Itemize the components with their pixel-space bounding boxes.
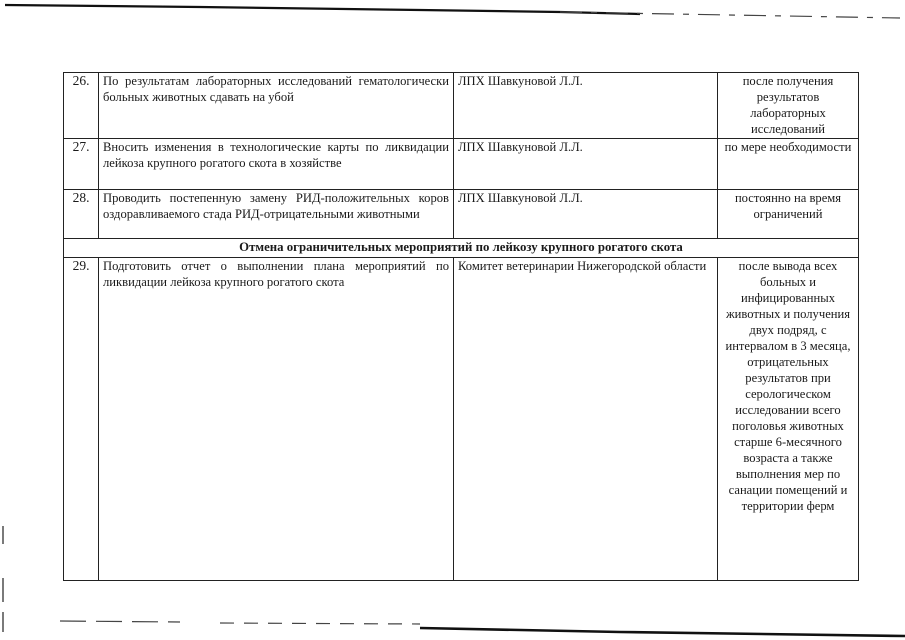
table-row <box>64 257 859 580</box>
table-row <box>64 138 859 189</box>
executor-cell: ЛПХ Шавкуновой Л.Л. <box>454 138 718 189</box>
scan-edge-top <box>0 0 905 20</box>
task-cell: Подготовить отчет о выполнении плана мероприятий по ликвидации лейкоза крупного рогатого скота <box>99 257 454 580</box>
row-number: 29. <box>64 257 99 580</box>
section-title: Отмена ограничительных мероприятий по лейкозу крупного рогатого скота <box>64 239 859 257</box>
scan-edge-bottom <box>0 610 905 640</box>
row-number: 27. <box>64 138 99 189</box>
term-cell: постоянно на время ограничений <box>718 189 859 239</box>
scan-edge-left <box>0 520 10 640</box>
table-row <box>64 189 859 239</box>
executor-cell: ЛПХ Шавкуновой Л.Л. <box>454 73 718 139</box>
executor-cell: ЛПХ Шавкуновой Л.Л. <box>454 189 718 239</box>
measures-table <box>63 72 859 581</box>
task-cell: По результатам лабораторных исследований гематологически больных животных сдавать на убой <box>99 73 454 139</box>
executor-cell: Комитет ветеринарии Нижегородской области <box>454 257 718 580</box>
row-number: 26. <box>64 73 99 139</box>
term-cell: по мере необходимости <box>718 138 859 189</box>
term-cell: после получения результатов лабораторных исследований <box>718 73 859 139</box>
task-cell: Вносить изменения в технологические карты по ликвидации лейкоза крупного рогатого скота в хозяйстве <box>99 138 454 189</box>
table-row <box>64 73 859 139</box>
section-row <box>64 239 859 257</box>
task-cell: Проводить постепенную замену РИД-положительных коров оздоравливаемого стада РИД-отрицательными животными <box>99 189 454 239</box>
term-cell: после вывода всех больных и инфицированных животных и получения двух подряд, с интервалом в 3 месяца, отрицательных результатов при серологическом исследовании всего поголовья животных старше 6-месячного возраста а также выполнения мер по санации помещений и территории ферм <box>718 257 859 580</box>
row-number: 28. <box>64 189 99 239</box>
